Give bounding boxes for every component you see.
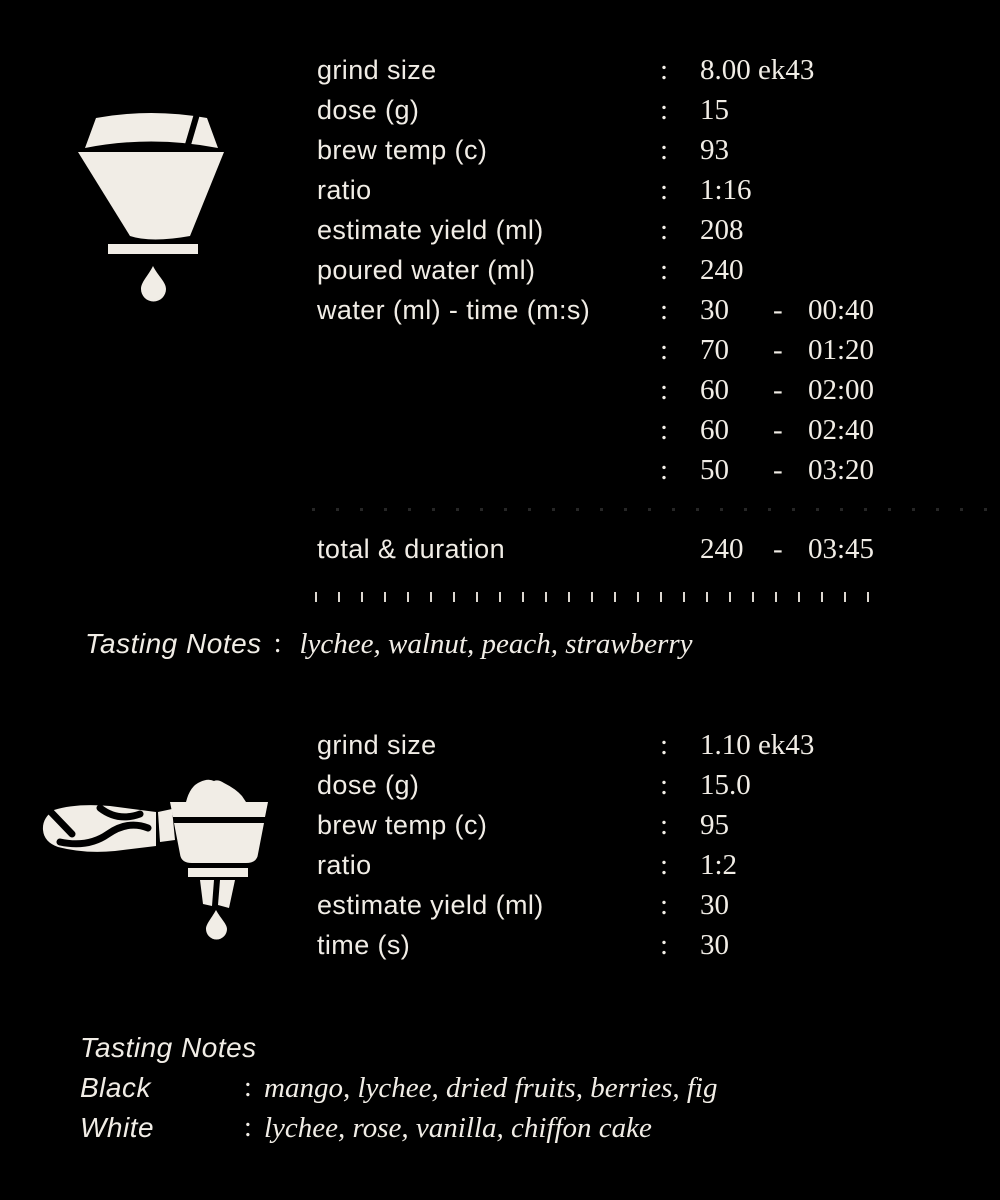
- total-section: [317, 529, 1000, 569]
- pour-time: 02:40: [808, 414, 875, 446]
- pourover-dripper-icon: [78, 108, 225, 304]
- row-label: brew temp (c): [317, 810, 488, 840]
- pour-schedule-row: [317, 370, 1000, 410]
- pour-time: 03:20: [808, 454, 875, 486]
- dash-separator: -: [773, 334, 783, 366]
- colon-separator: :: [660, 809, 669, 841]
- row-value: 15.0: [700, 769, 751, 801]
- row-value: 1:2: [700, 849, 738, 881]
- dash-separator: -: [773, 454, 783, 486]
- colon-separator: :: [660, 294, 669, 326]
- recipe-row: [317, 925, 1000, 965]
- row-label: dose (g): [317, 770, 420, 800]
- row-value: 30: [700, 889, 729, 921]
- colon-separator: :: [244, 1072, 252, 1103]
- recipe-row: [317, 90, 1000, 130]
- row-value: 15: [700, 94, 729, 126]
- pour-amount: 50: [700, 454, 729, 486]
- recipe-row: [317, 130, 1000, 170]
- note-value: lychee, rose, vanilla, chiffon cake: [264, 1112, 652, 1144]
- row-label: estimate yield (ml): [317, 890, 544, 920]
- colon-separator: :: [660, 414, 669, 446]
- row-value: 8.00 ek43: [700, 54, 815, 86]
- colon-separator: :: [660, 889, 669, 921]
- recipe-row: [317, 885, 1000, 925]
- tasting-note-white-row: [80, 1108, 652, 1148]
- row-value: 30: [700, 929, 729, 961]
- total-time: 03:45: [808, 533, 875, 565]
- pour-time: 02:00: [808, 374, 875, 406]
- row-label: water (ml) - time (m:s): [317, 295, 591, 325]
- pour-amount: 70: [700, 334, 729, 366]
- recipe-row: [317, 170, 1000, 210]
- dash-separator: -: [773, 533, 783, 565]
- pourover-tasting-notes: [85, 622, 693, 666]
- colon-separator: :: [660, 454, 669, 486]
- pour-time: 01:20: [808, 334, 875, 366]
- colon-separator: :: [660, 94, 669, 126]
- colon-separator: :: [660, 374, 669, 406]
- pour-schedule-row: [317, 330, 1000, 370]
- total-amount: 240: [700, 533, 744, 565]
- pour-amount: 30: [700, 294, 729, 326]
- espresso-tasting-notes-heading: Tasting Notes: [80, 1032, 257, 1063]
- row-label: brew temp (c): [317, 135, 488, 165]
- row-value: 240: [700, 254, 744, 286]
- colon-separator: :: [660, 134, 669, 166]
- pour-amount: 60: [700, 374, 729, 406]
- recipe-row: [317, 765, 1000, 805]
- row-label: ratio: [317, 850, 372, 880]
- row-label: dose (g): [317, 95, 420, 125]
- colon-separator: :: [660, 174, 669, 206]
- colon-separator: :: [660, 929, 669, 961]
- row-label: total & duration: [317, 534, 506, 564]
- row-label: time (s): [317, 930, 411, 960]
- portafilter-icon: [40, 778, 268, 943]
- colon-separator: :: [660, 54, 669, 86]
- row-value: 93: [700, 134, 729, 166]
- tasting-notes-label: Tasting Notes: [85, 628, 262, 659]
- row-value: 1:16: [700, 174, 752, 206]
- note-label: Black: [80, 1072, 151, 1103]
- pour-schedule-row: [317, 450, 1000, 490]
- espresso-recipe-table: [317, 725, 1000, 965]
- dash-separator: -: [773, 374, 783, 406]
- recipe-row: [317, 845, 1000, 885]
- colon-separator: :: [273, 628, 282, 659]
- pourover-recipe-table: [317, 50, 1000, 490]
- colon-separator: :: [660, 254, 669, 286]
- colon-separator: :: [660, 214, 669, 246]
- total-row: [317, 529, 1000, 569]
- pour-schedule-row: [317, 410, 1000, 450]
- pour-schedule-row: [317, 290, 1000, 330]
- dotted-separator: [312, 508, 990, 511]
- pour-amount: 60: [700, 414, 729, 446]
- pour-time: 00:40: [808, 294, 875, 326]
- row-label: poured water (ml): [317, 255, 536, 285]
- recipe-row: [317, 250, 1000, 290]
- recipe-row: [317, 50, 1000, 90]
- colon-separator: :: [660, 334, 669, 366]
- recipe-row: [317, 725, 1000, 765]
- dash-separator: -: [773, 414, 783, 446]
- row-value: 1.10 ek43: [700, 729, 815, 761]
- recipe-row: [317, 805, 1000, 845]
- colon-separator: :: [660, 849, 669, 881]
- row-label: grind size: [317, 55, 437, 85]
- colon-separator: :: [244, 1112, 252, 1143]
- tasting-note-black-row: [80, 1068, 717, 1108]
- colon-separator: :: [660, 769, 669, 801]
- note-value: mango, lychee, dried fruits, berries, fig: [264, 1072, 718, 1104]
- row-value: 95: [700, 809, 729, 841]
- colon-separator: :: [660, 729, 669, 761]
- row-label: ratio: [317, 175, 372, 205]
- dash-separator: -: [773, 294, 783, 326]
- note-label: White: [80, 1112, 155, 1143]
- tick-separator: [315, 592, 873, 602]
- row-value: 208: [700, 214, 744, 246]
- row-label: estimate yield (ml): [317, 215, 544, 245]
- tasting-notes-value: lychee, walnut, peach, strawberry: [299, 628, 693, 660]
- recipe-row: [317, 210, 1000, 250]
- row-label: grind size: [317, 730, 437, 760]
